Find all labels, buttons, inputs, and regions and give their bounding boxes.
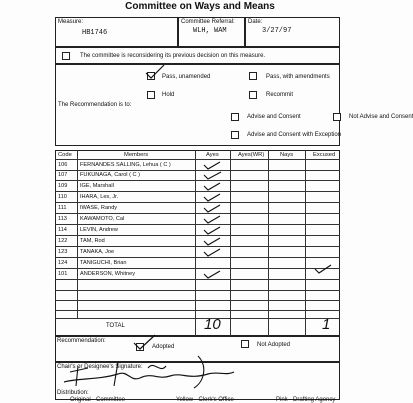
- row-code: 110: [58, 194, 67, 200]
- option-hold-label: Hold: [162, 92, 175, 98]
- adopted-label: Adopted: [152, 344, 175, 350]
- aye-check-icon: [204, 162, 220, 169]
- col-header-nays: Nays: [280, 152, 294, 158]
- row-code: 109: [58, 183, 68, 189]
- aye-check-icon: [204, 205, 220, 212]
- row-rule: [55, 257, 340, 258]
- distribution-item: Original - Committee: [70, 397, 126, 403]
- row-rule: [55, 290, 340, 291]
- aye-check-icon: [204, 216, 220, 223]
- row-rule: [55, 310, 340, 311]
- option-pass-unamended-label: Pass, unamended: [162, 74, 211, 80]
- referral-value[interactable]: WLH, WAM: [193, 27, 227, 35]
- option-not-advise-consent-checkbox[interactable]: [333, 113, 341, 121]
- not-adopted-label: Not Adopted: [257, 342, 291, 348]
- row-rule: [55, 180, 340, 181]
- row-member: LEVIN, Andrew: [80, 227, 118, 233]
- col-header-code: Code: [58, 152, 72, 158]
- distribution-item: Yellow - Clerk's Office: [176, 397, 234, 403]
- option-advise-consent-label: Advise and Consent: [247, 114, 301, 120]
- row-rule: [55, 191, 340, 192]
- not-adopted-checkbox[interactable]: [241, 340, 249, 348]
- col-header-members: Members: [124, 152, 149, 158]
- option-hold-checkbox[interactable]: [147, 91, 155, 99]
- row-rule: [55, 268, 340, 269]
- row-code: 123: [58, 249, 68, 255]
- distribution-label: Distribution:: [57, 390, 89, 396]
- recommendation-label: The Recommendation is to:: [58, 102, 132, 108]
- total-excused: 1: [322, 316, 331, 333]
- row-rule: [55, 170, 340, 171]
- col-divider: [268, 150, 269, 336]
- header-rule: [55, 159, 340, 160]
- total-ayes: 10: [204, 316, 221, 333]
- option-advise-consent-exception-label: Advise and Consent with Exception: [247, 132, 342, 138]
- col-header-excused: Excused: [313, 152, 336, 158]
- row-member: TANIGUCHI, Brian: [80, 260, 127, 266]
- aye-check-icon: [204, 271, 220, 278]
- option-recommit-checkbox[interactable]: [249, 91, 257, 99]
- row-rule: [55, 279, 340, 280]
- final-recommendation-label: Recommendation:: [57, 338, 106, 344]
- col-header-ayes: Ayes: [206, 152, 219, 158]
- distribution-item: Pink - Drafting Agency: [276, 397, 336, 403]
- aye-check-icon: [204, 183, 220, 190]
- row-member: FUKUNAGA, Carol ( C ): [80, 172, 140, 178]
- aye-check-icon: [204, 227, 220, 234]
- col-divider: [305, 150, 306, 336]
- row-rule: [55, 246, 340, 247]
- col-divider: [77, 150, 78, 318]
- option-pass-amendments-label: Pass, with amendments: [266, 74, 330, 80]
- date-value[interactable]: 3/27/97: [262, 27, 292, 35]
- row-member: TAM, Rod: [80, 238, 105, 244]
- row-code: 113: [58, 216, 67, 222]
- total-label: TOTAL: [106, 323, 125, 329]
- row-code: 111: [58, 205, 67, 211]
- option-pass-amendments-checkbox[interactable]: [249, 72, 257, 80]
- col-divider: [230, 150, 231, 336]
- row-member: ANDERSON, Whitney: [80, 271, 136, 277]
- aye-check-icon: [204, 172, 221, 179]
- row-rule: [55, 202, 340, 203]
- col-divider: [195, 150, 196, 336]
- option-recommit-label: Recommit: [266, 92, 294, 98]
- date-label: Date:: [248, 19, 263, 25]
- row-member: IGE, Marshall: [80, 183, 114, 189]
- form-title: Committee on Ways and Means: [125, 1, 275, 12]
- date-box: [245, 17, 340, 47]
- option-not-advise-consent-label: Not Advise and Consent: [349, 114, 413, 120]
- measure-label: Measure:: [58, 19, 84, 25]
- referral-label: Committee Referral:: [181, 19, 235, 25]
- option-advise-consent-checkbox[interactable]: [231, 113, 239, 121]
- row-code: 124: [58, 260, 68, 266]
- row-rule: [55, 213, 340, 214]
- signature-label: Chair's or Designee's Signature:: [57, 364, 143, 370]
- row-code: 122: [58, 238, 68, 244]
- aye-check-icon: [204, 194, 220, 201]
- col-header-ayes-wr: Ayes(WR): [238, 152, 265, 158]
- row-code: 114: [58, 227, 67, 233]
- excused-check-icon: [312, 263, 334, 275]
- row-rule: [55, 235, 340, 236]
- aye-check-icon: [204, 249, 220, 256]
- row-code: 101: [58, 271, 68, 277]
- row-code: 106: [58, 162, 68, 168]
- measure-value[interactable]: HB1746: [82, 29, 108, 37]
- row-member: TANAKA, Joe: [80, 249, 115, 255]
- aye-check-icon: [204, 238, 220, 245]
- measure-box: [55, 17, 178, 47]
- row-member: IHARA, Les, Jr.: [80, 194, 119, 200]
- row-member: IWASE, Randy: [80, 205, 118, 211]
- row-code: 107: [58, 172, 68, 178]
- row-member: FERNANDES SALLING, Lehua ( C ): [80, 162, 171, 168]
- referral-box: [178, 17, 245, 47]
- reconsider-row: [55, 47, 340, 64]
- option-advise-consent-exception-checkbox[interactable]: [231, 131, 239, 139]
- row-rule: [55, 318, 340, 319]
- aye-checks: [200, 159, 226, 279]
- row-rule: [55, 224, 340, 225]
- reconsider-text: The committee is reconsidering its previous decision on this measure.: [80, 53, 266, 59]
- chair-signature: [58, 352, 238, 390]
- row-member: KAWAMOTO, Cal: [80, 216, 125, 222]
- reconsider-checkbox[interactable]: [62, 52, 70, 60]
- row-rule: [55, 300, 340, 301]
